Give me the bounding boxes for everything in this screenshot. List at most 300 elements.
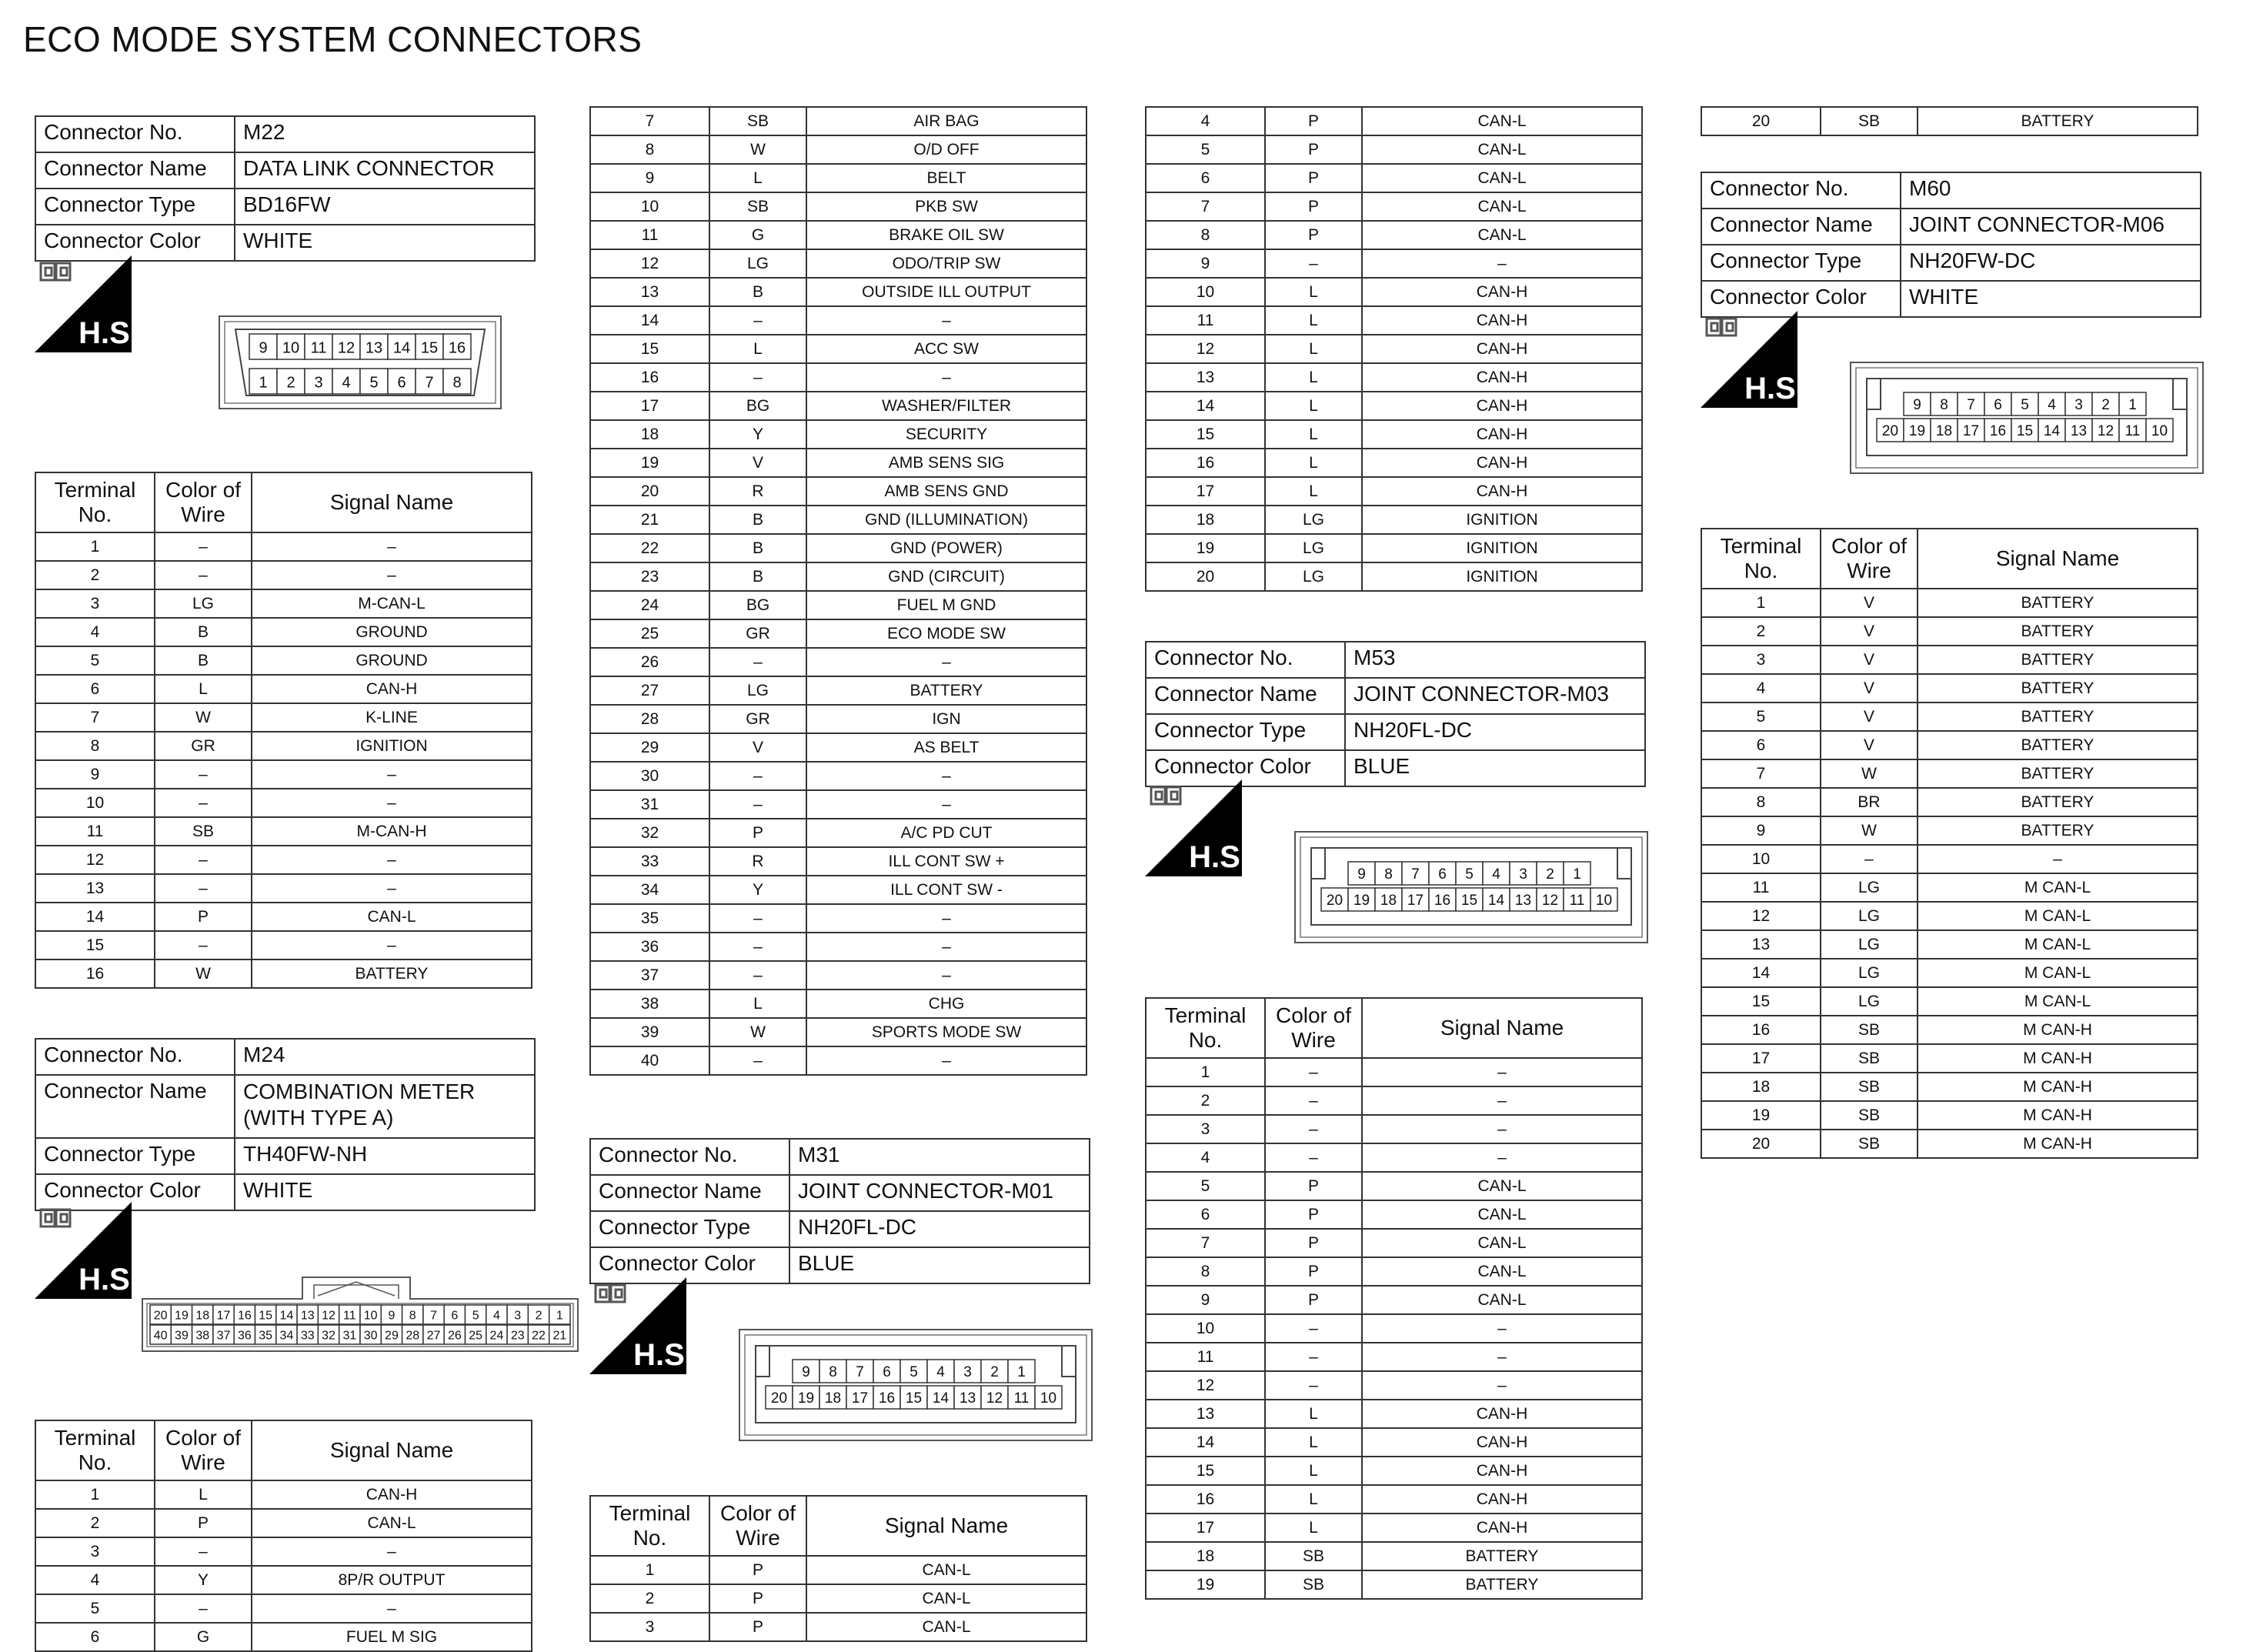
signal-name-cell: – <box>806 648 1086 676</box>
table-row <box>35 1480 532 1509</box>
terminal-no-cell: 4 <box>35 1566 155 1594</box>
terminal-no-cell: 10 <box>590 192 709 221</box>
terminal-no-cell: 36 <box>590 933 709 961</box>
terminal-no-cell: 2 <box>1146 1086 1265 1115</box>
m22-connector-no: M22 <box>235 116 535 152</box>
terminal-no-cell: 2 <box>35 1509 155 1537</box>
wire-color-cell: V <box>709 449 806 477</box>
terminal-no-cell: 16 <box>1701 1016 1821 1044</box>
table-row <box>1146 278 1642 306</box>
signal-name-cell: CAN-H <box>1362 1400 1642 1428</box>
pin-number: 31 <box>342 1329 357 1343</box>
pin-number: 4 <box>1492 866 1500 883</box>
wire-color-cell: SB <box>1821 1130 1918 1158</box>
table-row <box>35 618 532 646</box>
terminal-no-cell: 6 <box>35 675 155 703</box>
table-row <box>590 1556 1086 1584</box>
m24-terminal-table-continued <box>589 106 1087 1076</box>
connector-name-label: Connector Name <box>35 1075 235 1138</box>
terminal-no-cell: 18 <box>1146 1542 1265 1570</box>
wire-color-cell: P <box>1265 192 1362 221</box>
color-of-wire-header: Color of Wire <box>155 1420 252 1480</box>
terminal-no-cell: 8 <box>1146 1257 1265 1286</box>
signal-name-cell: CAN-H <box>1362 278 1642 306</box>
signal-name-cell: BATTERY <box>1918 703 2198 731</box>
wire-color-cell: L <box>1265 1485 1362 1513</box>
signal-name-cell: M CAN-L <box>1918 959 2198 987</box>
pin-number: 16 <box>448 339 466 357</box>
table-row <box>1701 930 2198 959</box>
pin-number: 11 <box>1569 893 1585 909</box>
pin-number: 12 <box>337 339 355 357</box>
signal-name-cell: – <box>252 874 532 903</box>
table-row <box>1701 731 2198 759</box>
wire-color-cell: L <box>1265 278 1362 306</box>
signal-name-cell: CAN-L <box>1362 1200 1642 1229</box>
pin-number: 8 <box>1384 866 1393 883</box>
table-row <box>590 990 1086 1018</box>
signal-name-cell: CAN-H <box>1362 335 1642 363</box>
pin-number: 20 <box>1881 423 1899 440</box>
table-row <box>1701 703 2198 731</box>
terminal-no-cell: 11 <box>590 221 709 249</box>
table-row <box>1701 816 2198 845</box>
signal-name-cell: SPORTS MODE SW <box>806 1018 1086 1046</box>
terminal-no-cell: 11 <box>1146 1343 1265 1371</box>
pin-number: 36 <box>237 1329 252 1343</box>
terminal-no-cell: 19 <box>1701 1101 1821 1130</box>
pin-number: 28 <box>406 1329 420 1343</box>
terminal-no-cell: 15 <box>35 931 155 959</box>
table-row <box>590 449 1086 477</box>
wire-color-cell: – <box>155 760 252 789</box>
pin-number: 37 <box>216 1329 231 1343</box>
terminal-no-cell: 11 <box>35 817 155 846</box>
pin-number: 6 <box>1994 397 2002 414</box>
wire-color-cell: – <box>155 1594 252 1623</box>
table-row <box>590 562 1086 591</box>
wire-color-cell: – <box>709 306 806 335</box>
table-row <box>1146 1371 1642 1400</box>
table-row <box>590 876 1086 904</box>
signal-name-cell: CAN-L <box>1362 107 1642 135</box>
wire-color-cell: – <box>155 561 252 589</box>
connector-color-label: Connector Color <box>1146 750 1345 786</box>
table-row <box>1146 363 1642 392</box>
terminal-no-cell: 4 <box>1146 1143 1265 1172</box>
m53-connector-name: JOINT CONNECTOR-M03 <box>1345 678 1645 714</box>
table-row <box>1146 1143 1642 1172</box>
pin-number: 17 <box>1407 893 1424 909</box>
terminal-no-cell: 31 <box>590 790 709 819</box>
wire-color-cell: L <box>1265 1400 1362 1428</box>
terminal-no-header: Terminal No. <box>35 1420 155 1480</box>
signal-name-cell: – <box>252 931 532 959</box>
wire-color-cell: LG <box>709 249 806 278</box>
signal-name-cell: M CAN-H <box>1918 1016 2198 1044</box>
table-row <box>1146 1485 1642 1513</box>
signal-name-header: Signal Name <box>252 1420 532 1480</box>
table-row <box>1146 1200 1642 1229</box>
wire-color-cell: LG <box>1265 506 1362 534</box>
table-row <box>35 1594 532 1623</box>
wire-color-cell: LG <box>155 589 252 618</box>
wire-color-cell: V <box>1821 731 1918 759</box>
pin-number: 18 <box>195 1309 210 1323</box>
wire-color-cell: B <box>709 562 806 591</box>
table-row <box>1146 1343 1642 1371</box>
signal-name-cell: A/C PD CUT <box>806 819 1086 847</box>
signal-name-cell: CAN-L <box>1362 1229 1642 1257</box>
pin-number: 13 <box>1514 893 1532 909</box>
m22-connector-color: WHITE <box>235 225 535 261</box>
pin-number: 17 <box>216 1309 231 1323</box>
terminal-no-cell: 15 <box>1146 1457 1265 1485</box>
pin-number: 5 <box>910 1364 918 1381</box>
table-row <box>590 1046 1086 1075</box>
signal-name-cell: M CAN-H <box>1918 1044 2198 1073</box>
terminal-no-cell: 10 <box>1146 1314 1265 1343</box>
signal-name-cell: M CAN-L <box>1918 873 2198 902</box>
hs-badge <box>35 255 139 352</box>
pin-number: 8 <box>829 1364 837 1381</box>
table-row <box>590 164 1086 192</box>
pin-number: 40 <box>153 1329 168 1343</box>
pin-number: 9 <box>259 339 268 357</box>
m24-header-table <box>35 1038 536 1211</box>
signal-name-cell: CHG <box>806 990 1086 1018</box>
wire-color-cell: SB <box>1821 1073 1918 1101</box>
pin-number: 12 <box>986 1390 1003 1407</box>
pin-number: 16 <box>878 1390 896 1407</box>
wire-color-cell: SB <box>1821 1101 1918 1130</box>
table-row <box>35 1566 532 1594</box>
signal-name-cell: CAN-H <box>1362 1457 1642 1485</box>
wire-color-cell: L <box>1265 449 1362 477</box>
terminal-no-header: Terminal No. <box>35 472 155 532</box>
signal-name-cell: CAN-H <box>252 675 532 703</box>
signal-name-cell: BATTERY <box>806 676 1086 705</box>
terminal-no-cell: 14 <box>1701 959 1821 987</box>
table-row <box>590 1018 1086 1046</box>
wire-color-cell: B <box>155 646 252 675</box>
pin-number: 26 <box>447 1329 462 1343</box>
m53-connector-diagram <box>1294 831 1648 943</box>
table-row <box>1701 987 2198 1016</box>
terminal-no-cell: 20 <box>1701 1130 1821 1158</box>
wire-color-cell: – <box>155 789 252 817</box>
terminal-no-cell: 19 <box>590 449 709 477</box>
terminal-no-cell: 2 <box>35 561 155 589</box>
signal-name-cell: BATTERY <box>252 959 532 988</box>
table-row <box>1146 335 1642 363</box>
terminal-no-cell: 18 <box>590 420 709 449</box>
wire-color-cell: – <box>709 961 806 990</box>
table-row <box>590 790 1086 819</box>
terminal-no-cell: 3 <box>590 1613 709 1641</box>
m24-connector-no: M24 <box>235 1039 535 1075</box>
hs-badge <box>35 1202 139 1299</box>
signal-name-cell: BATTERY <box>1918 589 2198 617</box>
terminal-no-cell: 1 <box>590 1556 709 1584</box>
terminal-no-cell: 8 <box>590 135 709 164</box>
wire-color-cell: L <box>709 990 806 1018</box>
m31-connector-no: M31 <box>789 1139 1090 1175</box>
connector-name-label: Connector Name <box>1701 209 1901 245</box>
connector-name-label: Connector Name <box>1146 678 1345 714</box>
wire-color-cell: B <box>709 534 806 562</box>
signal-name-cell: CAN-H <box>1362 392 1642 420</box>
pin-number: 1 <box>259 374 268 392</box>
terminal-no-cell: 3 <box>1701 646 1821 674</box>
terminal-no-cell: 9 <box>1146 1286 1265 1314</box>
terminal-no-cell: 15 <box>1701 987 1821 1016</box>
wire-color-cell: V <box>1821 589 1918 617</box>
table-row <box>1701 646 2198 674</box>
signal-name-cell: WASHER/FILTER <box>806 392 1086 420</box>
wire-color-cell: L <box>709 164 806 192</box>
pin-number: 11 <box>310 339 327 357</box>
terminal-no-cell: 13 <box>1146 1400 1265 1428</box>
pin-number: 18 <box>1380 893 1397 909</box>
table-row <box>1146 562 1642 591</box>
hs-badge <box>1701 311 1804 408</box>
wire-color-cell: L <box>1265 477 1362 506</box>
wire-color-cell: W <box>1821 759 1918 788</box>
wire-color-cell: L <box>1265 335 1362 363</box>
table-row <box>1701 788 2198 816</box>
wire-color-cell: L <box>155 675 252 703</box>
signal-name-cell: – <box>1918 845 2198 873</box>
wire-color-cell: – <box>155 532 252 561</box>
signal-name-cell: – <box>806 961 1086 990</box>
signal-name-cell: FUEL M SIG <box>252 1623 532 1651</box>
m22-connector-name: DATA LINK CONNECTOR <box>235 152 535 189</box>
table-row <box>1146 164 1642 192</box>
signal-name-cell: – <box>1362 1371 1642 1400</box>
connector-no-label: Connector No. <box>1146 642 1345 678</box>
pin-number: 20 <box>770 1390 788 1407</box>
wire-color-cell: P <box>1265 1286 1362 1314</box>
pin-number: 4 <box>342 374 351 392</box>
pin-number: 10 <box>2151 423 2168 440</box>
connector-color-label: Connector Color <box>35 1174 235 1210</box>
m22-connector-type: BD16FW <box>235 189 535 225</box>
pin-number: 3 <box>314 374 323 392</box>
table-row <box>35 732 532 760</box>
table-row <box>1146 1428 1642 1457</box>
pin-number: 12 <box>1541 893 1559 909</box>
m60-connector-no: M60 <box>1901 172 2201 209</box>
table-row <box>1146 1286 1642 1314</box>
wire-color-cell: – <box>1265 249 1362 278</box>
signal-name-cell: – <box>806 904 1086 933</box>
pin-number: 5 <box>369 374 379 392</box>
table-row <box>35 959 532 988</box>
wire-color-cell: LG <box>1265 534 1362 562</box>
terminal-no-cell: 13 <box>1146 363 1265 392</box>
table-row <box>1701 617 2198 646</box>
table-row <box>590 619 1086 648</box>
terminal-no-cell: 24 <box>590 591 709 619</box>
wire-color-cell: Y <box>709 420 806 449</box>
terminal-no-header: Terminal No. <box>590 1496 709 1556</box>
wire-color-cell: L <box>1265 1428 1362 1457</box>
table-row <box>590 192 1086 221</box>
terminal-no-cell: 1 <box>1146 1058 1265 1086</box>
table-row <box>1701 1130 2198 1158</box>
terminal-no-cell: 18 <box>1146 506 1265 534</box>
pin-number: 3 <box>514 1309 522 1323</box>
signal-name-cell: FUEL M GND <box>806 591 1086 619</box>
wire-color-cell: – <box>709 363 806 392</box>
signal-name-cell: – <box>252 1537 532 1566</box>
signal-name-cell: CAN-L <box>806 1613 1086 1641</box>
terminal-no-cell: 10 <box>1146 278 1265 306</box>
pin-number: 7 <box>856 1364 864 1381</box>
terminal-no-cell: 6 <box>1146 164 1265 192</box>
terminal-no-cell: 12 <box>1146 335 1265 363</box>
m24-connector-diagram <box>141 1268 579 1354</box>
connector-color-label: Connector Color <box>35 225 235 261</box>
pin-number: 13 <box>300 1309 315 1323</box>
wire-color-cell: – <box>1265 1314 1362 1343</box>
table-row <box>590 1613 1086 1641</box>
signal-name-header: Signal Name <box>1918 529 2198 589</box>
wire-color-cell: L <box>709 335 806 363</box>
terminal-no-cell: 18 <box>1701 1073 1821 1101</box>
wire-color-cell: – <box>155 931 252 959</box>
hs-badge <box>1145 779 1249 876</box>
terminal-no-cell: 1 <box>35 532 155 561</box>
table-row <box>590 819 1086 847</box>
table-row <box>1701 1044 2198 1073</box>
signal-name-cell: CAN-H <box>1362 1485 1642 1513</box>
wire-color-cell: V <box>1821 646 1918 674</box>
pin-number: 2 <box>1546 866 1554 883</box>
terminal-no-cell: 14 <box>35 903 155 931</box>
signal-name-cell: CAN-H <box>1362 306 1642 335</box>
signal-name-cell: BATTERY <box>1918 816 2198 845</box>
table-row <box>1146 506 1642 534</box>
wire-color-cell: SB <box>1821 1044 1918 1073</box>
signal-name-cell: – <box>252 532 532 561</box>
pin-number: 16 <box>237 1309 252 1323</box>
terminal-no-cell: 12 <box>35 846 155 874</box>
color-of-wire-header: Color of Wire <box>155 472 252 532</box>
signal-name-cell: M CAN-L <box>1918 987 2198 1016</box>
signal-name-cell: CAN-L <box>252 903 532 931</box>
m60-connector-color: WHITE <box>1901 281 2201 317</box>
wire-color-cell: – <box>709 1046 806 1075</box>
terminal-no-cell: 7 <box>1146 1229 1265 1257</box>
terminal-no-cell: 20 <box>590 477 709 506</box>
pin-number: 7 <box>425 374 434 392</box>
signal-name-cell: – <box>252 760 532 789</box>
terminal-no-cell: 25 <box>590 619 709 648</box>
terminal-no-header: Terminal No. <box>1146 998 1265 1058</box>
terminal-no-cell: 19 <box>1146 1570 1265 1599</box>
terminal-no-cell: 4 <box>1146 107 1265 135</box>
wire-color-cell: SB <box>1265 1542 1362 1570</box>
table-row <box>1146 420 1642 449</box>
signal-name-cell: M CAN-H <box>1918 1130 2198 1158</box>
table-row <box>1146 1457 1642 1485</box>
table-row <box>1146 192 1642 221</box>
wire-color-cell: – <box>155 874 252 903</box>
terminal-no-cell: 37 <box>590 961 709 990</box>
m22-connector-diagram <box>219 315 502 409</box>
terminal-no-cell: 6 <box>1146 1200 1265 1229</box>
hs-label: H.S. <box>633 1338 693 1372</box>
pin-number: 7 <box>1411 866 1420 883</box>
signal-name-cell: CAN-L <box>1362 164 1642 192</box>
signal-name-cell: ILL CONT SW - <box>806 876 1086 904</box>
wire-color-cell: P <box>1265 135 1362 164</box>
connector-type-label: Connector Type <box>1701 245 1901 281</box>
wire-color-cell: BG <box>709 591 806 619</box>
pin-number: 33 <box>300 1329 315 1343</box>
pin-number: 35 <box>259 1329 273 1343</box>
terminal-no-cell: 11 <box>1146 306 1265 335</box>
signal-name-cell: BATTERY <box>1918 788 2198 816</box>
wire-color-cell: – <box>1265 1343 1362 1371</box>
m31-connector-type: NH20FL-DC <box>789 1211 1090 1247</box>
terminal-no-cell: 13 <box>35 874 155 903</box>
terminal-no-cell: 4 <box>35 618 155 646</box>
connector-type-label: Connector Type <box>35 1138 235 1174</box>
signal-name-cell: BATTERY <box>1362 1542 1642 1570</box>
signal-name-cell: CAN-L <box>1362 1172 1642 1200</box>
terminal-no-cell: 12 <box>1146 1371 1265 1400</box>
terminal-no-cell: 7 <box>1701 759 1821 788</box>
table-row <box>1146 249 1642 278</box>
color-of-wire-header: Color of Wire <box>1265 998 1362 1058</box>
signal-name-cell: GND (ILLUMINATION) <box>806 506 1086 534</box>
signal-name-cell: AS BELT <box>806 733 1086 762</box>
signal-name-cell: – <box>806 790 1086 819</box>
pin-number: 9 <box>802 1364 810 1381</box>
pin-number: 22 <box>532 1329 546 1343</box>
connector-name-label: Connector Name <box>35 152 235 189</box>
wire-color-cell: L <box>155 1480 252 1509</box>
signal-name-cell: OUTSIDE ILL OUTPUT <box>806 278 1086 306</box>
m53-header-table <box>1145 641 1646 787</box>
terminal-no-cell: 2 <box>1701 617 1821 646</box>
pin-number: 39 <box>175 1329 189 1343</box>
terminal-no-cell: 12 <box>1701 902 1821 930</box>
signal-name-cell: M-CAN-H <box>252 817 532 846</box>
signal-name-cell: GROUND <box>252 646 532 675</box>
m60-connector-name: JOINT CONNECTOR-M06 <box>1901 209 2201 245</box>
table-row <box>590 306 1086 335</box>
table-row <box>590 278 1086 306</box>
terminal-no-cell: 3 <box>35 589 155 618</box>
table-row <box>1146 1257 1642 1286</box>
table-row <box>1146 392 1642 420</box>
signal-name-cell: BATTERY <box>1918 107 2198 135</box>
terminal-no-cell: 6 <box>1701 731 1821 759</box>
wire-color-cell: R <box>709 847 806 876</box>
pin-number: 6 <box>1438 866 1447 883</box>
table-row <box>1701 1016 2198 1044</box>
terminal-no-cell: 5 <box>35 646 155 675</box>
m31-connector-diagram <box>739 1329 1093 1441</box>
wire-color-cell: GR <box>155 732 252 760</box>
signal-name-header: Signal Name <box>1362 998 1642 1058</box>
terminal-no-cell: 20 <box>1146 562 1265 591</box>
terminal-no-cell: 16 <box>1146 1485 1265 1513</box>
